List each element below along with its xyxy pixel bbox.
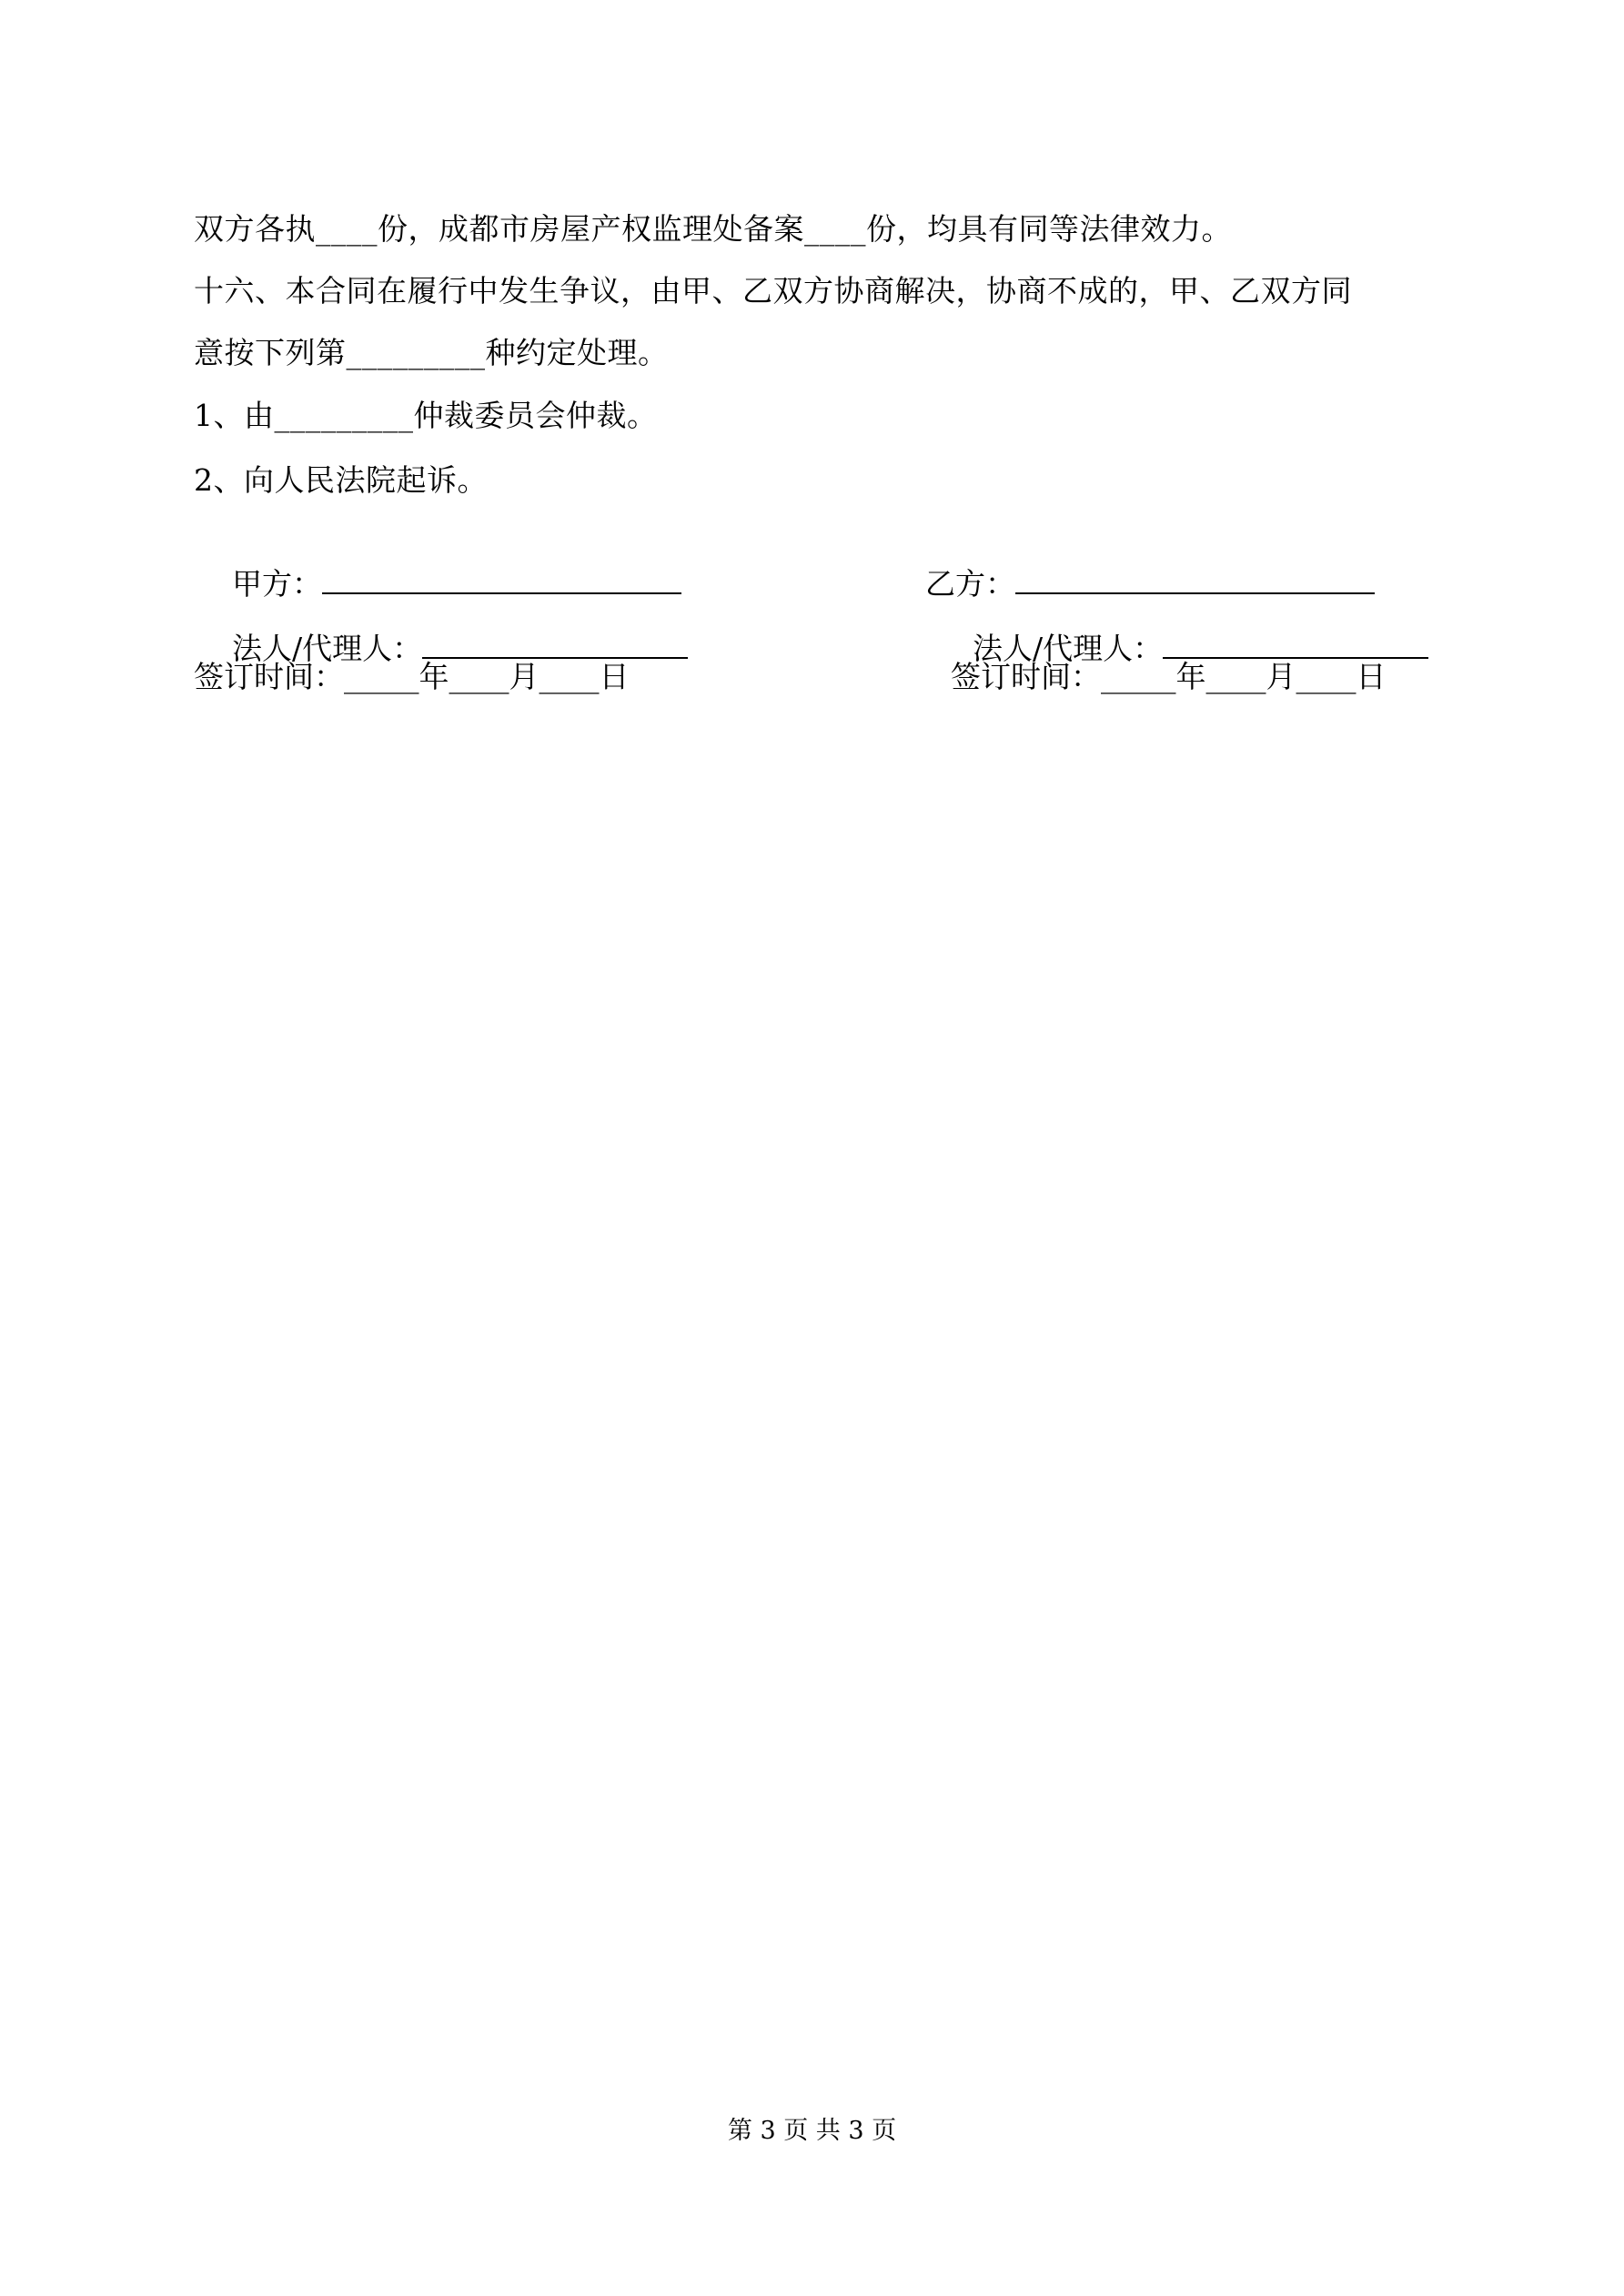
paragraph-copies: 双方各执____份，成都市房屋产权监理处备案____份，均具有同等法律效力。	[194, 211, 1232, 247]
date-b-row: 签订时间：_____年____月____日	[951, 659, 1387, 694]
date-a-row: 签订时间：_____年____月____日	[194, 659, 630, 694]
agent-a-label: 法人/代理人：	[231, 631, 423, 666]
party-b-label: 乙方：	[924, 566, 1015, 602]
party-b-signature-line	[1015, 567, 1375, 594]
agent-b-signature-line	[1163, 632, 1428, 659]
option-arbitration: 1、由_________仲裁委员会仲裁。	[194, 398, 658, 433]
page-number-footer: 第 3 页 共 3 页	[727, 2117, 897, 2145]
clause-sixteen-line1: 十六、本合同在履行中发生争议，由甲、乙双方协商解决，协商不成的，甲、乙双方同	[194, 273, 1352, 308]
agent-a-signature-line	[422, 632, 688, 659]
party-a-label: 甲方：	[231, 566, 322, 602]
agent-b-label: 法人/代理人：	[972, 631, 1164, 666]
clause-sixteen-line2: 意按下列第_________种约定处理。	[194, 335, 669, 370]
option-court: 2、向人民法院起诉。	[194, 462, 488, 498]
party-a-signature-line	[322, 567, 681, 594]
